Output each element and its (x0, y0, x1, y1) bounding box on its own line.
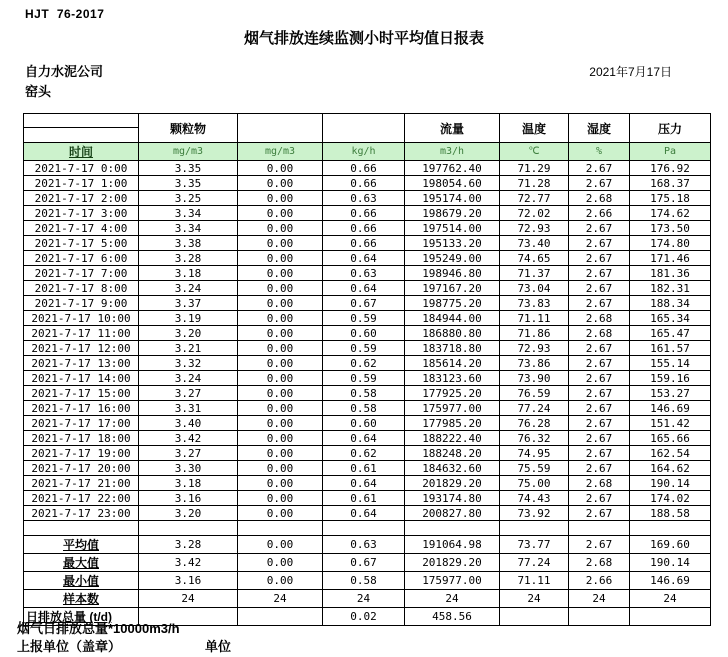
value-cell: 2.67 (569, 461, 630, 476)
column-header-pressure: 压力 (630, 114, 711, 143)
value-cell: 2.67 (569, 356, 630, 371)
value-cell: 2.68 (569, 191, 630, 206)
table-row (24, 431, 711, 446)
value-cell: 0.00 (238, 401, 323, 416)
unit-pa: Pa (630, 143, 711, 161)
summary-value-cell: 24 (630, 590, 711, 608)
value-cell: 73.04 (500, 281, 569, 296)
value-cell: 198946.80 (405, 266, 500, 281)
value-cell: 71.28 (500, 176, 569, 191)
value-cell: 193174.80 (405, 491, 500, 506)
value-cell: 0.00 (238, 311, 323, 326)
value-cell: 198054.60 (405, 176, 500, 191)
value-cell: 0.58 (323, 386, 405, 401)
unit-kg-h: kg/h (323, 143, 405, 161)
column-header-particulate: 颗粒物 (139, 114, 238, 143)
value-cell: 0.59 (323, 311, 405, 326)
summary-value-cell: 0.00 (238, 572, 323, 590)
column-header-temperature: 温度 (500, 114, 569, 143)
value-cell: 2.67 (569, 506, 630, 521)
table-row (24, 446, 711, 461)
value-cell: 0.00 (238, 431, 323, 446)
value-cell: 3.18 (139, 476, 238, 491)
value-cell: 188222.40 (405, 431, 500, 446)
value-cell: 186880.80 (405, 326, 500, 341)
value-cell: 3.16 (139, 491, 238, 506)
report-table (23, 113, 711, 626)
table-row (24, 281, 711, 296)
value-cell: 174.80 (630, 236, 711, 251)
time-cell: 2021-7-17 1:00 (24, 176, 139, 191)
value-cell: 0.59 (323, 371, 405, 386)
value-cell: 3.40 (139, 416, 238, 431)
value-cell: 3.21 (139, 341, 238, 356)
value-cell: 0.62 (323, 446, 405, 461)
value-cell: 71.86 (500, 326, 569, 341)
table-row (24, 221, 711, 236)
summary-label: 最大值 (24, 554, 139, 572)
column-header-humidity: 湿度 (569, 114, 630, 143)
summary-row (24, 572, 711, 590)
emission-total-note: 烟气日排放总量*10000m3/h (17, 621, 180, 636)
unit-label: 单位 (205, 639, 232, 654)
value-cell: 3.31 (139, 401, 238, 416)
summary-value-cell: 2.66 (569, 572, 630, 590)
time-cell: 2021-7-17 15:00 (24, 386, 139, 401)
value-cell: 3.30 (139, 461, 238, 476)
summary-value-cell: 77.24 (500, 554, 569, 572)
table-row (24, 401, 711, 416)
summary-value-cell: 24 (569, 590, 630, 608)
value-cell: 0.59 (323, 341, 405, 356)
value-cell: 2.67 (569, 281, 630, 296)
value-cell: 0.00 (238, 296, 323, 311)
value-cell: 146.69 (630, 401, 711, 416)
summary-value-cell: 2.67 (569, 536, 630, 554)
value-cell: 183123.60 (405, 371, 500, 386)
value-cell: 155.14 (630, 356, 711, 371)
value-cell: 153.27 (630, 386, 711, 401)
value-cell: 71.37 (500, 266, 569, 281)
value-cell: 3.34 (139, 206, 238, 221)
column-header-flow: 流量 (405, 114, 500, 143)
time-cell: 2021-7-17 6:00 (24, 251, 139, 266)
value-cell: 188.34 (630, 296, 711, 311)
table-row (24, 371, 711, 386)
time-cell: 2021-7-17 14:00 (24, 371, 139, 386)
value-cell: 174.02 (630, 491, 711, 506)
value-cell: 197762.40 (405, 161, 500, 176)
value-cell: 177985.20 (405, 416, 500, 431)
summary-value-cell: 190.14 (630, 554, 711, 572)
value-cell: 2.68 (569, 326, 630, 341)
value-cell: 2.66 (569, 206, 630, 221)
value-cell: 0.00 (238, 266, 323, 281)
value-cell: 3.18 (139, 266, 238, 281)
value-cell: 0.00 (238, 446, 323, 461)
time-cell: 2021-7-17 19:00 (24, 446, 139, 461)
reporting-unit-label: 上报单位（盖章） (17, 639, 122, 654)
group-header-row (24, 114, 711, 143)
value-cell: 0.61 (323, 461, 405, 476)
summary-value-cell: 71.11 (500, 572, 569, 590)
summary-label: 最小值 (24, 572, 139, 590)
value-cell: 2.67 (569, 236, 630, 251)
value-cell: 0.00 (238, 341, 323, 356)
summary-value-cell (630, 608, 711, 626)
value-cell: 3.27 (139, 386, 238, 401)
value-cell: 2.67 (569, 296, 630, 311)
value-cell: 0.63 (323, 266, 405, 281)
value-cell: 3.35 (139, 176, 238, 191)
value-cell: 2.67 (569, 371, 630, 386)
value-cell: 0.00 (238, 371, 323, 386)
summary-value-cell: 458.56 (405, 608, 500, 626)
unit-mg-m3-2: mg/m3 (238, 143, 323, 161)
summary-label: 样本数 (24, 590, 139, 608)
value-cell: 74.95 (500, 446, 569, 461)
value-cell: 201829.20 (405, 476, 500, 491)
table-row (24, 266, 711, 281)
summary-row (24, 536, 711, 554)
summary-value-cell: 24 (500, 590, 569, 608)
value-cell: 73.83 (500, 296, 569, 311)
value-cell: 0.00 (238, 356, 323, 371)
value-cell: 72.77 (500, 191, 569, 206)
value-cell: 3.27 (139, 446, 238, 461)
value-cell: 0.00 (238, 251, 323, 266)
value-cell: 76.59 (500, 386, 569, 401)
value-cell: 0.00 (238, 416, 323, 431)
value-cell: 2.67 (569, 221, 630, 236)
split-bottom (24, 128, 138, 142)
value-cell: 76.32 (500, 431, 569, 446)
table-row (24, 176, 711, 191)
value-cell: 198775.20 (405, 296, 500, 311)
value-cell: 0.00 (238, 491, 323, 506)
time-header-split-cell (24, 114, 139, 143)
value-cell: 188248.20 (405, 446, 500, 461)
value-cell: 3.32 (139, 356, 238, 371)
time-cell: 2021-7-17 21:00 (24, 476, 139, 491)
summary-value-cell: 0.67 (323, 554, 405, 572)
time-cell: 2021-7-17 11:00 (24, 326, 139, 341)
table-row (24, 251, 711, 266)
value-cell: 0.00 (238, 386, 323, 401)
summary-value-cell: 0.63 (323, 536, 405, 554)
summary-value-cell (500, 608, 569, 626)
table-row (24, 161, 711, 176)
table-row (24, 311, 711, 326)
value-cell: 71.29 (500, 161, 569, 176)
table-row (24, 341, 711, 356)
value-cell: 190.14 (630, 476, 711, 491)
value-cell: 161.57 (630, 341, 711, 356)
value-cell: 0.00 (238, 476, 323, 491)
unit-header-row (24, 143, 711, 161)
value-cell: 3.38 (139, 236, 238, 251)
table-row (24, 416, 711, 431)
table-row (24, 491, 711, 506)
table-row (24, 461, 711, 476)
value-cell: 73.86 (500, 356, 569, 371)
value-cell: 0.00 (238, 461, 323, 476)
value-cell: 72.93 (500, 221, 569, 236)
value-cell: 183718.80 (405, 341, 500, 356)
value-cell: 181.36 (630, 266, 711, 281)
value-cell: 0.64 (323, 281, 405, 296)
value-cell: 177925.20 (405, 386, 500, 401)
separator-row (24, 521, 711, 536)
summary-value-cell: 0.00 (238, 536, 323, 554)
value-cell: 162.54 (630, 446, 711, 461)
report-date: 2021年7月17日 (589, 65, 672, 79)
value-cell: 0.64 (323, 431, 405, 446)
value-cell: 2.67 (569, 431, 630, 446)
value-cell: 195133.20 (405, 236, 500, 251)
value-cell: 73.90 (500, 371, 569, 386)
value-cell: 174.62 (630, 206, 711, 221)
value-cell: 2.68 (569, 476, 630, 491)
value-cell: 2.67 (569, 416, 630, 431)
summary-value-cell: 2.68 (569, 554, 630, 572)
summary-value-cell: 3.28 (139, 536, 238, 554)
time-cell: 2021-7-17 3:00 (24, 206, 139, 221)
summary-label: 平均值 (24, 536, 139, 554)
value-cell: 3.20 (139, 506, 238, 521)
value-cell: 0.00 (238, 191, 323, 206)
value-cell: 3.34 (139, 221, 238, 236)
value-cell: 184632.60 (405, 461, 500, 476)
value-cell: 3.20 (139, 326, 238, 341)
value-cell: 0.66 (323, 221, 405, 236)
value-cell: 0.66 (323, 206, 405, 221)
value-cell: 168.37 (630, 176, 711, 191)
time-cell: 2021-7-17 0:00 (24, 161, 139, 176)
time-cell: 2021-7-17 23:00 (24, 506, 139, 521)
time-cell: 2021-7-17 2:00 (24, 191, 139, 206)
value-cell: 0.64 (323, 476, 405, 491)
summary-value-cell: 24 (405, 590, 500, 608)
value-cell: 0.00 (238, 176, 323, 191)
table-row (24, 236, 711, 251)
value-cell: 3.42 (139, 431, 238, 446)
value-cell: 0.64 (323, 506, 405, 521)
company-name: 自力水泥公司 (25, 64, 104, 79)
value-cell: 188.58 (630, 506, 711, 521)
summary-value-cell: 0.02 (323, 608, 405, 626)
value-cell: 2.67 (569, 161, 630, 176)
value-cell: 197167.20 (405, 281, 500, 296)
value-cell: 2.67 (569, 266, 630, 281)
value-cell: 2.67 (569, 446, 630, 461)
value-cell: 195174.00 (405, 191, 500, 206)
value-cell: 0.00 (238, 206, 323, 221)
summary-value-cell: 3.42 (139, 554, 238, 572)
value-cell: 2.67 (569, 341, 630, 356)
value-cell: 159.16 (630, 371, 711, 386)
value-cell: 195249.00 (405, 251, 500, 266)
value-cell: 184944.00 (405, 311, 500, 326)
value-cell: 0.00 (238, 281, 323, 296)
value-cell: 0.61 (323, 491, 405, 506)
summary-value-cell: 24 (238, 590, 323, 608)
value-cell: 0.66 (323, 161, 405, 176)
summary-value-cell (238, 608, 323, 626)
value-cell: 198679.20 (405, 206, 500, 221)
value-cell: 0.60 (323, 416, 405, 431)
column-header-blank-2 (323, 114, 405, 143)
table-row (24, 326, 711, 341)
table-row (24, 356, 711, 371)
value-cell: 3.19 (139, 311, 238, 326)
value-cell: 75.00 (500, 476, 569, 491)
table-row (24, 191, 711, 206)
value-cell: 2.67 (569, 386, 630, 401)
summary-value-cell: 191064.98 (405, 536, 500, 554)
summary-value-cell: 175977.00 (405, 572, 500, 590)
value-cell: 171.46 (630, 251, 711, 266)
value-cell: 3.28 (139, 251, 238, 266)
value-cell: 2.68 (569, 311, 630, 326)
value-cell: 182.31 (630, 281, 711, 296)
summary-value-cell: 3.16 (139, 572, 238, 590)
page-title: 烟气排放连续监测小时平均值日报表 (243, 30, 484, 47)
value-cell: 0.67 (323, 296, 405, 311)
value-cell: 0.00 (238, 221, 323, 236)
value-cell: 0.62 (323, 356, 405, 371)
summary-value-cell: 201829.20 (405, 554, 500, 572)
value-cell: 2.67 (569, 491, 630, 506)
value-cell: 0.00 (238, 326, 323, 341)
time-cell: 2021-7-17 13:00 (24, 356, 139, 371)
column-header-blank-1 (238, 114, 323, 143)
table-row (24, 386, 711, 401)
time-cell: 2021-7-17 18:00 (24, 431, 139, 446)
time-cell: 2021-7-17 12:00 (24, 341, 139, 356)
summary-value-cell: 73.77 (500, 536, 569, 554)
unit-m3-h: m3/h (405, 143, 500, 161)
table-row (24, 476, 711, 491)
value-cell: 165.47 (630, 326, 711, 341)
value-cell: 2.67 (569, 176, 630, 191)
value-cell: 175.18 (630, 191, 711, 206)
summary-label: 日排放总量 (t/d) (24, 608, 139, 626)
unit-mg-m3-1: mg/m3 (139, 143, 238, 161)
value-cell: 74.43 (500, 491, 569, 506)
summary-row (24, 590, 711, 608)
value-cell: 75.59 (500, 461, 569, 476)
value-cell: 0.66 (323, 236, 405, 251)
time-cell: 2021-7-17 8:00 (24, 281, 139, 296)
value-cell: 173.50 (630, 221, 711, 236)
value-cell: 0.00 (238, 236, 323, 251)
value-cell: 0.00 (238, 506, 323, 521)
value-cell: 165.34 (630, 311, 711, 326)
summary-value-cell: 0.00 (238, 554, 323, 572)
unit-percent: % (569, 143, 630, 161)
value-cell: 73.92 (500, 506, 569, 521)
value-cell: 175977.00 (405, 401, 500, 416)
value-cell: 164.62 (630, 461, 711, 476)
value-cell: 3.25 (139, 191, 238, 206)
time-cell: 2021-7-17 17:00 (24, 416, 139, 431)
time-cell: 2021-7-17 9:00 (24, 296, 139, 311)
value-cell: 72.93 (500, 341, 569, 356)
summary-value-cell: 146.69 (630, 572, 711, 590)
value-cell: 3.24 (139, 371, 238, 386)
value-cell: 2.67 (569, 251, 630, 266)
time-cell: 2021-7-17 22:00 (24, 491, 139, 506)
summary-value-cell: 169.60 (630, 536, 711, 554)
table-row (24, 296, 711, 311)
value-cell: 165.66 (630, 431, 711, 446)
value-cell: 200827.80 (405, 506, 500, 521)
value-cell: 185614.20 (405, 356, 500, 371)
value-cell: 77.24 (500, 401, 569, 416)
value-cell: 0.66 (323, 176, 405, 191)
value-cell: 151.42 (630, 416, 711, 431)
value-cell: 3.37 (139, 296, 238, 311)
summary-value-cell (569, 608, 630, 626)
value-cell: 3.35 (139, 161, 238, 176)
time-cell: 2021-7-17 20:00 (24, 461, 139, 476)
value-cell: 0.64 (323, 251, 405, 266)
summary-value-cell: 0.58 (323, 572, 405, 590)
value-cell: 2.67 (569, 401, 630, 416)
value-cell: 0.63 (323, 191, 405, 206)
summary-value-cell: 24 (323, 590, 405, 608)
time-cell: 2021-7-17 10:00 (24, 311, 139, 326)
summary-row (24, 554, 711, 572)
summary-value-cell: 24 (139, 590, 238, 608)
value-cell: 76.28 (500, 416, 569, 431)
time-cell: 2021-7-17 5:00 (24, 236, 139, 251)
unit-celsius: ℃ (500, 143, 569, 161)
value-cell: 0.60 (323, 326, 405, 341)
table-row (24, 206, 711, 221)
value-cell: 0.58 (323, 401, 405, 416)
value-cell: 3.24 (139, 281, 238, 296)
value-cell: 72.02 (500, 206, 569, 221)
value-cell: 71.11 (500, 311, 569, 326)
time-cell: 2021-7-17 4:00 (24, 221, 139, 236)
time-header: 时间 (24, 143, 139, 161)
value-cell: 73.40 (500, 236, 569, 251)
value-cell: 176.92 (630, 161, 711, 176)
time-cell: 2021-7-17 16:00 (24, 401, 139, 416)
station-name: 窑头 (25, 84, 52, 99)
table-row (24, 506, 711, 521)
value-cell: 197514.00 (405, 221, 500, 236)
value-cell: 0.00 (238, 161, 323, 176)
value-cell: 74.65 (500, 251, 569, 266)
standard-code: HJT 76-2017 (25, 7, 105, 21)
time-cell: 2021-7-17 7:00 (24, 266, 139, 281)
split-top (24, 114, 138, 128)
